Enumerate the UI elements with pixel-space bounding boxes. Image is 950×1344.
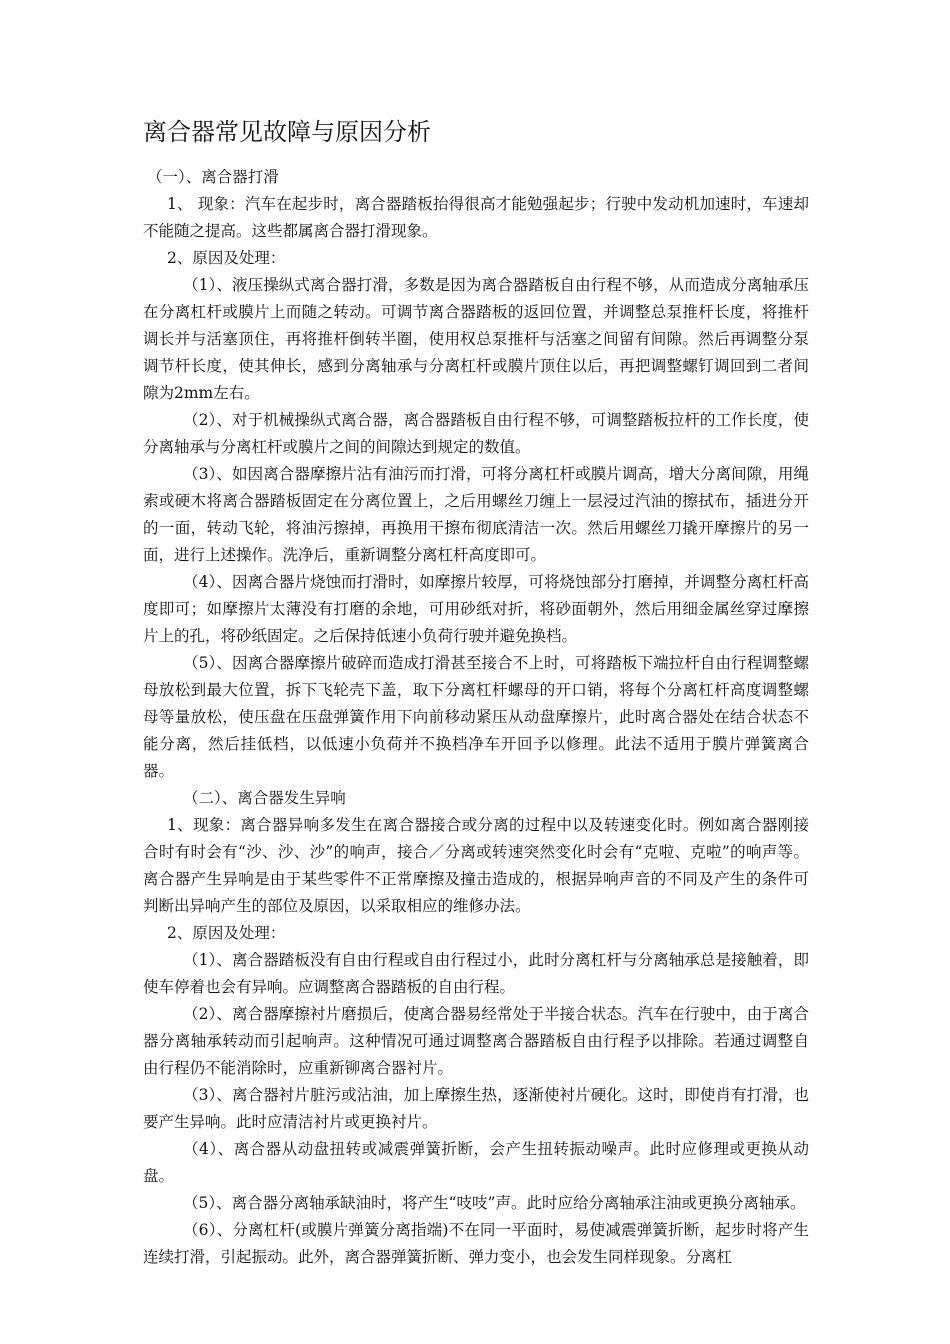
paragraph-noise-cause-2: （2）、离合器摩擦衬片磨损后，使离合器易经常处于半接合状态。汽车在行驶中，由于离合器分离轴承转动而引起响声。这种情况可通过调整离合器踏板自由行程予以排除。若通过调整自由行程仍不能消除时，应重新铆离合器衬片。 — [143, 1005, 809, 1077]
paragraph-slip-cause-5: （5）、因离合器摩擦片破碎而造成打滑甚至接合不上时，可将踏板下端拉杆自由行程调整螺母放松到最大位置，拆下飞轮壳下盖，取下分离杠杆螺母的开口销，将每个分离杠杆高度调整螺母等量放松，使压盘在压盘弹簧作用下向前移动紧压从动盘摩擦片，此时离合器处在结合状态不能分离，然后挂低档，以低速小负荷并不换档净车开回予以修理。此法不适用于膜片弹簧离合器。 — [143, 654, 809, 780]
paragraph-slip-cause-4: （4）、因离合器片烧蚀而打滑时，如摩擦片较厚，可将烧蚀部分打磨掉，并调整分离杠杆高度即可；如摩擦片太薄没有打磨的余地，可用砂纸对折，将砂面朝外，然后用细金属丝穿过摩擦片上的孔，将砂纸固定。之后保持低速小负荷行驶并避免换档。 — [143, 573, 809, 645]
section-heading-noise: （二）、离合器发生异响 — [183, 789, 346, 807]
paragraph-slip-symptom: 1、 现象：汽车在起步时，离合器踏板抬得很高才能勉强起步；行驶中发动机加速时，车速却不能随之提高。这些都属离合器打滑现象。 — [143, 195, 809, 240]
page-title: 离合器常见故障与原因分析 — [143, 118, 431, 146]
document-body — [143, 164, 809, 1271]
paragraph-noise-cause-heading: 2、原因及处理： — [167, 924, 286, 942]
paragraph-noise-symptom: 1、现象：离合器异响多发生在离合器接合或分离的过程中以及转速变化时。例如离合器刚接合时有时会有“沙、沙、沙”的响声，接合／分离或转速突然变化时会有“克啦、克啦”的响声等。离合器产生异响是由于某些零件不正常摩擦及撞击造成的，根据异响声音的不同及产生的条件可判断出异响产生的部位及原因，以采取相应的维修办法。 — [143, 816, 809, 915]
paragraph-noise-cause-6: （6）、分离杠杆(或膜片弹簧分离指端)不在同一平面时，易使减震弹簧折断，起步时将产生连续打滑，引起振动。此外，离合器弹簧折断、弹力变小，也会发生同样现象。分离杠 — [143, 1221, 809, 1266]
paragraph-noise-cause-4: （4）、离合器从动盘扭转或减震弹簧折断，会产生扭转振动噪声。此时应修理或更换从动盘。 — [143, 1140, 809, 1185]
paragraph-slip-cause-heading: 2、原因及处理： — [167, 249, 286, 267]
paragraph-slip-cause-1: （1）、液压操纵式离合器打滑，多数是因为离合器踏板自由行程不够，从而造成分离轴承压在分离杠杆或膜片上而随之转动。可调节离合器踏板的返回位置，并调整总泵推杆长度，将推杆调长并与活塞顶住，再将推杆倒转半圈，使用权总泵推杆与活塞之间留有间隙。然后再调整分泵调节杆长度，使其伸长，感到分离轴承与分离杠杆或膜片顶住以后，再把调整螺钉调回到二者间隙为2mm左右。 — [143, 276, 809, 402]
section-heading-slipping: （一）、离合器打滑 — [147, 168, 279, 186]
paragraph-slip-cause-2: （2）、对于机械操纵式离合器，离合器踏板自由行程不够，可调整踏板拉杆的工作长度，使分离轴承与分离杠杆或膜片之间的间隙达到规定的数值。 — [143, 411, 809, 456]
paragraph-noise-cause-3: （3）、离合器衬片脏污或沾油，加上摩擦生热，逐渐使衬片硬化。这时，即使肖有打滑，也要产生异响。此时应清洁衬片或更换衬片。 — [143, 1086, 809, 1131]
paragraph-slip-cause-3: （3）、如因离合器摩擦片沾有油污而打滑，可将分离杠杆或膜片调高，增大分离间隙，用绳索或硬木将离合器踏板固定在分离位置上，之后用螺丝刀缠上一层浸过汽油的擦拭布，插进分开的一面，转动飞轮，将油污擦掉，再换用干擦布彻底清洁一次。然后用螺丝刀撬开摩擦片的另一面，进行上述操作。洗净后，重新调整分离杠杆高度即可。 — [143, 465, 809, 564]
paragraph-noise-cause-5: （5）、离合器分离轴承缺油时，将产生“吱吱”声。此时应给分离轴承注油或更换分离轴承。 — [183, 1194, 806, 1212]
paragraph-noise-cause-1: （1）、离合器踏板没有自由行程或自由行程过小，此时分离杠杆与分离轴承总是接触着，即使车停着也会有异响。应调整离合器踏板的自由行程。 — [143, 951, 809, 996]
